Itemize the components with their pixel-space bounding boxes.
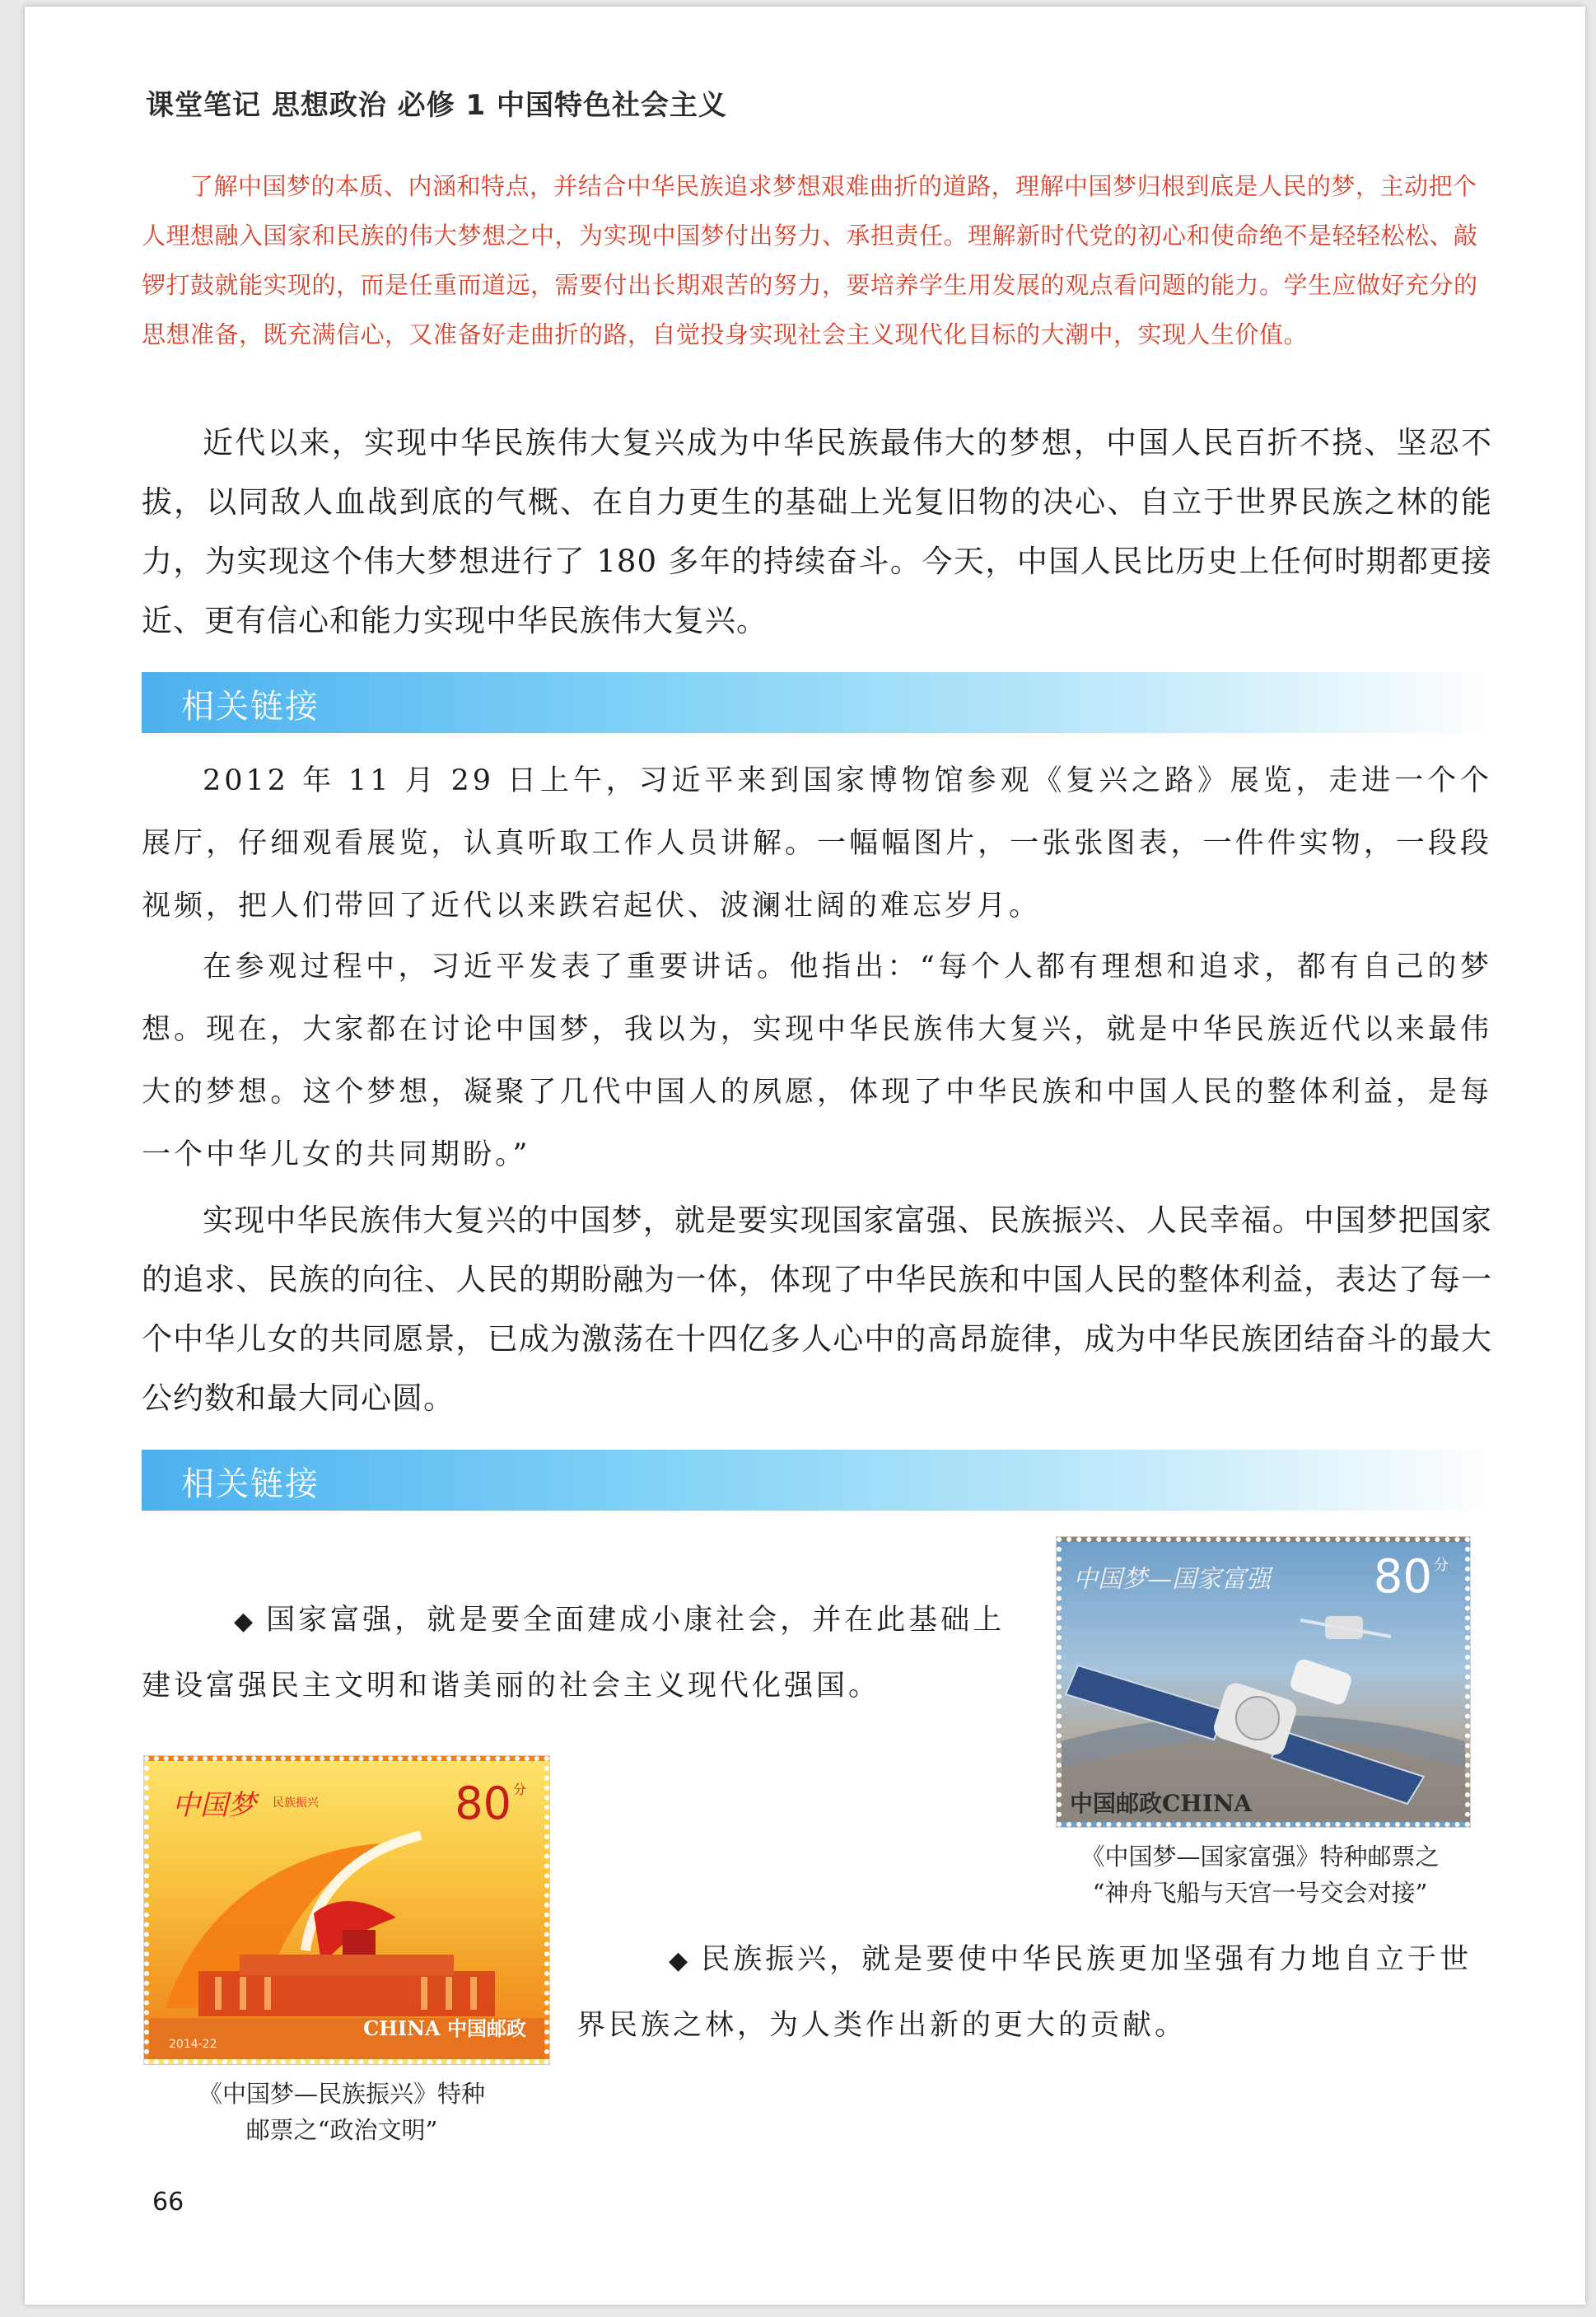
bullet-national-prosperity-text: 国家富强，就是要全面建成小康社会，并在此基础上建设富强民主文明和谐美丽的社会主义现代化强国。 <box>142 1604 1006 1703</box>
stamp1-title: 中国梦—国家富强 <box>1073 1565 1271 1594</box>
stamp2-subtitle: 民族振兴 <box>273 1796 319 1810</box>
diamond-bullet-icon: ◆ <box>234 1607 257 1636</box>
stamp-national-prosperity <box>1057 1537 1470 1827</box>
stamp-national-rejuvenation <box>144 1756 549 2064</box>
stamp1-value: 80 <box>1373 1550 1432 1604</box>
stamp2-post: CHINA 中国邮政 <box>363 2016 526 2040</box>
stamp2-unit: 分 <box>512 1782 526 1797</box>
intro-paragraph: 近代以来，实现中华民族伟大复兴成为中华民族最伟大的梦想，中国人民百折不挠、坚忍不拔，以同敌人血战到底的气概、在自力更生的基础上光复旧物的决心、自立于世界民族之林的能力，为实现这个伟大梦想进行了 180 多年的持续奋斗。今天，中国人民比历史上任何时期都更接近、更有信心和能力实现中华民族伟大复兴。 <box>142 425 1492 638</box>
bullet-national-rejuvenation <box>576 1927 1495 2058</box>
stamp2-title: 中国梦 <box>172 1789 256 1822</box>
bullet-national-rejuvenation-text: 民族振兴，就是要使中华民族更加坚强有力地自立于世界民族之林，为人类作出新的更大的贡献。 <box>576 1943 1472 2042</box>
stamp2-caption-line-2: 邮票之“政治文明” <box>245 2116 438 2144</box>
stamp2-caption <box>136 2076 548 2148</box>
related-link-banner-1 <box>142 672 1492 733</box>
page-number: 66 <box>152 2188 184 2217</box>
related-link-heading-2: 相关链接 <box>181 1465 320 1503</box>
stamp1-caption-line-2: “神舟飞船与天宫一号交会对接” <box>1092 1879 1428 1907</box>
diamond-bullet-icon: ◆ <box>669 1946 692 1975</box>
body-paragraph-2: 实现中华民族伟大复兴的中国梦，就是要实现国家富强、民族振兴、人民幸福。中国梦把国家的追求、民族的向往、人民的期盼融为一体，体现了中华民族和中国人民的整体利益，表达了每一个中华儿女的共同愿景，已成为激荡在十四亿多人心中的高昂旋律，成为中华民族团结奋斗的最大公约数和最大同心圆。 <box>142 1203 1492 1416</box>
related-link-banner-2 <box>142 1450 1492 1511</box>
stamp1-caption-line-1: 《中国梦—国家富强》特种邮票之 <box>1080 1843 1440 1871</box>
learning-objectives: 了解中国梦的本质、内涵和特点，并结合中华民族追求梦想艰难曲折的道路，理解中国梦归根到底是人民的梦，主动把个人理想融入国家和民族的伟大梦想之中，为实现中国梦付出努力、承担责任。理解新时代党的初心和使命绝不是轻轻松松、敲锣打鼓就能实现的，而是任重而道远，需要付出长期艰苦的努力，要培养学生用发展的观点看问题的能力。学生应做好充分的思想准备，既充满信心，又准备好走曲折的路，自觉投身实现社会主义现代化目标的大潮中，实现人生价值。 <box>142 172 1478 348</box>
stamp1-post: 中国邮政CHINA <box>1070 1790 1253 1817</box>
stamp2-caption-line-1: 《中国梦—民族振兴》特种 <box>198 2080 485 2108</box>
textbook-page <box>25 7 1585 2305</box>
stamp1-unit: 分 <box>1434 1557 1449 1574</box>
stamp2-code: 2014-22 <box>169 2038 217 2051</box>
stamp1-caption <box>1046 1838 1474 1911</box>
running-header: 课堂笔记 思想政治 必修 1 中国特色社会主义 <box>146 89 728 122</box>
link1-paragraph-2: 在参观过程中，习近平发表了重要讲话。他指出：“每个人都有理想和追求，都有自己的梦想。现在，大家都在讨论中国梦，我以为，实现中华民族伟大复兴，就是中华民族近代以来最伟大的梦想。这个梦想，凝聚了几代中国人的夙愿，体现了中华民族和中国人民的整体利益，是每一个中华儿女的共同期盼。” <box>142 951 1492 1171</box>
bullet-national-prosperity <box>142 1588 1027 1718</box>
stamp2-value: 80 <box>455 1777 511 1829</box>
link1-paragraph-1: 2012 年 11 月 29 日上午，习近平来到国家博物馆参观《复兴之路》展览，走进一个个展厅，仔细观看展览，认真听取工作人员讲解。一幅幅图片，一张张图表，一件件实物，一段段视频，把人们带回了近代以来跌宕起伏、波澜壮阔的难忘岁月。 <box>142 764 1492 923</box>
related-link-heading-1: 相关链接 <box>181 688 320 726</box>
